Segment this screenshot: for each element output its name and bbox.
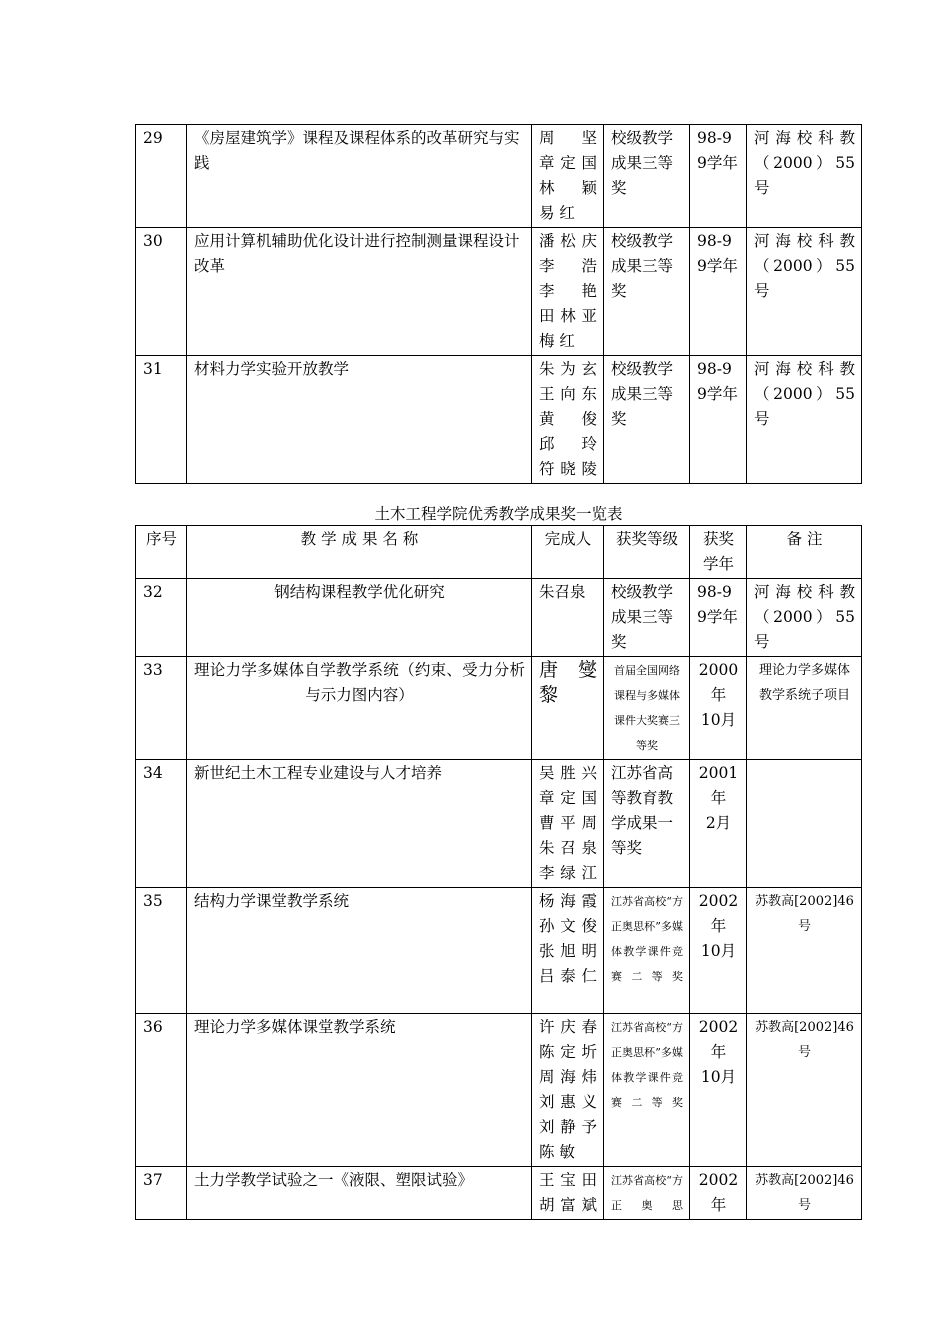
- table-row: [136, 125, 862, 228]
- achievement-name: 新世纪土木工程专业建设与人才培养: [187, 760, 532, 888]
- remark: 河海校科教（2000）55 号: [747, 356, 862, 484]
- header-name: 教 学 成 果 名 称: [187, 526, 532, 579]
- award-level: 江苏省高校“方正奥思: [604, 1167, 690, 1220]
- award-year: 2002 年: [690, 1167, 747, 1220]
- completers: 潘松庆 李 浩 李 艳 田林亚 梅 红: [532, 228, 604, 356]
- header-person: 完成人: [532, 526, 604, 579]
- award-year: 98-99学年: [690, 228, 747, 356]
- remark: 河海校科教（2000）55 号: [747, 579, 862, 657]
- table-header-row: [136, 526, 862, 579]
- table-row: [136, 228, 862, 356]
- table-caption: 土木工程学院优秀教学成果奖一览表: [374, 505, 623, 523]
- completers: 许庆春 陈定圻 周海炜 刘惠义 刘静予 陈 敏: [532, 1014, 604, 1167]
- table-row: [136, 657, 862, 760]
- award-year: 2002 年 10月: [690, 1014, 747, 1167]
- completers: 王宝田 胡富斌: [532, 1167, 604, 1220]
- table-row: [136, 760, 862, 888]
- remark: 河海校科教（2000）55 号: [747, 228, 862, 356]
- row-number: 37: [136, 1167, 187, 1220]
- award-level: 校级教学成果三等奖: [604, 579, 690, 657]
- remark: 苏教高[2002]46号: [747, 888, 862, 1014]
- completers: 周 坚 章定国 林 颖 易 红: [532, 125, 604, 228]
- remark: 河海校科教（2000）55 号: [747, 125, 862, 228]
- awards-table: [135, 525, 862, 1220]
- header-note: 备 注: [747, 526, 862, 579]
- row-number: 32: [136, 579, 187, 657]
- remark: 苏教高[2002]46号: [747, 1014, 862, 1167]
- row-number: 31: [136, 356, 187, 484]
- completers: 唐 燮 黎: [532, 657, 604, 760]
- completers: 吴胜兴 章定国 曹平周 朱召泉 李绿江: [532, 760, 604, 888]
- award-level: 校级教学成果三等奖: [604, 125, 690, 228]
- row-number: 36: [136, 1014, 187, 1167]
- achievement-name: 理论力学多媒体课堂教学系统: [187, 1014, 532, 1167]
- award-level: 江苏省高校“方正奥思杯”多媒体教学课件竞赛二等奖: [604, 1014, 690, 1167]
- row-number: 29: [136, 125, 187, 228]
- remark: 苏教高[2002]46号: [747, 1167, 862, 1220]
- row-number: 30: [136, 228, 187, 356]
- row-number: 34: [136, 760, 187, 888]
- completers: 朱召泉: [532, 579, 604, 657]
- completers: 朱为玄 王向东 黄 俊 邱 玲 符晓陵: [532, 356, 604, 484]
- achievement-name: 钢结构课程教学优化研究: [187, 579, 532, 657]
- award-level: 校级教学成果三等奖: [604, 228, 690, 356]
- award-year: 2001 年 2月: [690, 760, 747, 888]
- table-row: [136, 1167, 862, 1220]
- award-year: 2000 年 10月: [690, 657, 747, 760]
- row-number: 33: [136, 657, 187, 760]
- remark: 理论力学多媒体教学系统子项目: [747, 657, 862, 760]
- row-number: 35: [136, 888, 187, 1014]
- achievement-name: 应用计算机辅助优化设计进行控制测量课程设计改革: [187, 228, 532, 356]
- achievement-name: 土力学教学试验之一《液限、塑限试验》: [187, 1167, 532, 1220]
- table-row: [136, 579, 862, 657]
- achievement-name: 理论力学多媒体自学教学系统（约束、受力分析与示力图内容）: [187, 657, 532, 760]
- awards-table-continued: [135, 124, 862, 484]
- award-level: 江苏省高校“方正奥思杯”多媒体教学课件竞赛二等奖: [604, 888, 690, 1014]
- table-row: [136, 888, 862, 1014]
- remark: [747, 760, 862, 888]
- award-level: 江苏省高等教育教学成果一等奖: [604, 760, 690, 888]
- achievement-name: 结构力学课堂教学系统: [187, 888, 532, 1014]
- award-level: 首届全国网络课程与多媒体课件大奖赛三等奖: [604, 657, 690, 760]
- award-year: 2002 年 10月: [690, 888, 747, 1014]
- header-number: 序号: [136, 526, 187, 579]
- table-row: [136, 1014, 862, 1167]
- award-year: 98-99学年: [690, 579, 747, 657]
- header-year: 获奖学年: [690, 526, 747, 579]
- award-level: 校级教学成果三等奖: [604, 356, 690, 484]
- table-row: [136, 356, 862, 484]
- header-level: 获奖等级: [604, 526, 690, 579]
- award-year: 98-99学年: [690, 356, 747, 484]
- award-year: 98-99学年: [690, 125, 747, 228]
- achievement-name: 材料力学实验开放教学: [187, 356, 532, 484]
- achievement-name: 《房屋建筑学》课程及课程体系的改革研究与实践: [187, 125, 532, 228]
- completers: 杨海霞 孙文俊 张旭明 吕泰仁: [532, 888, 604, 1014]
